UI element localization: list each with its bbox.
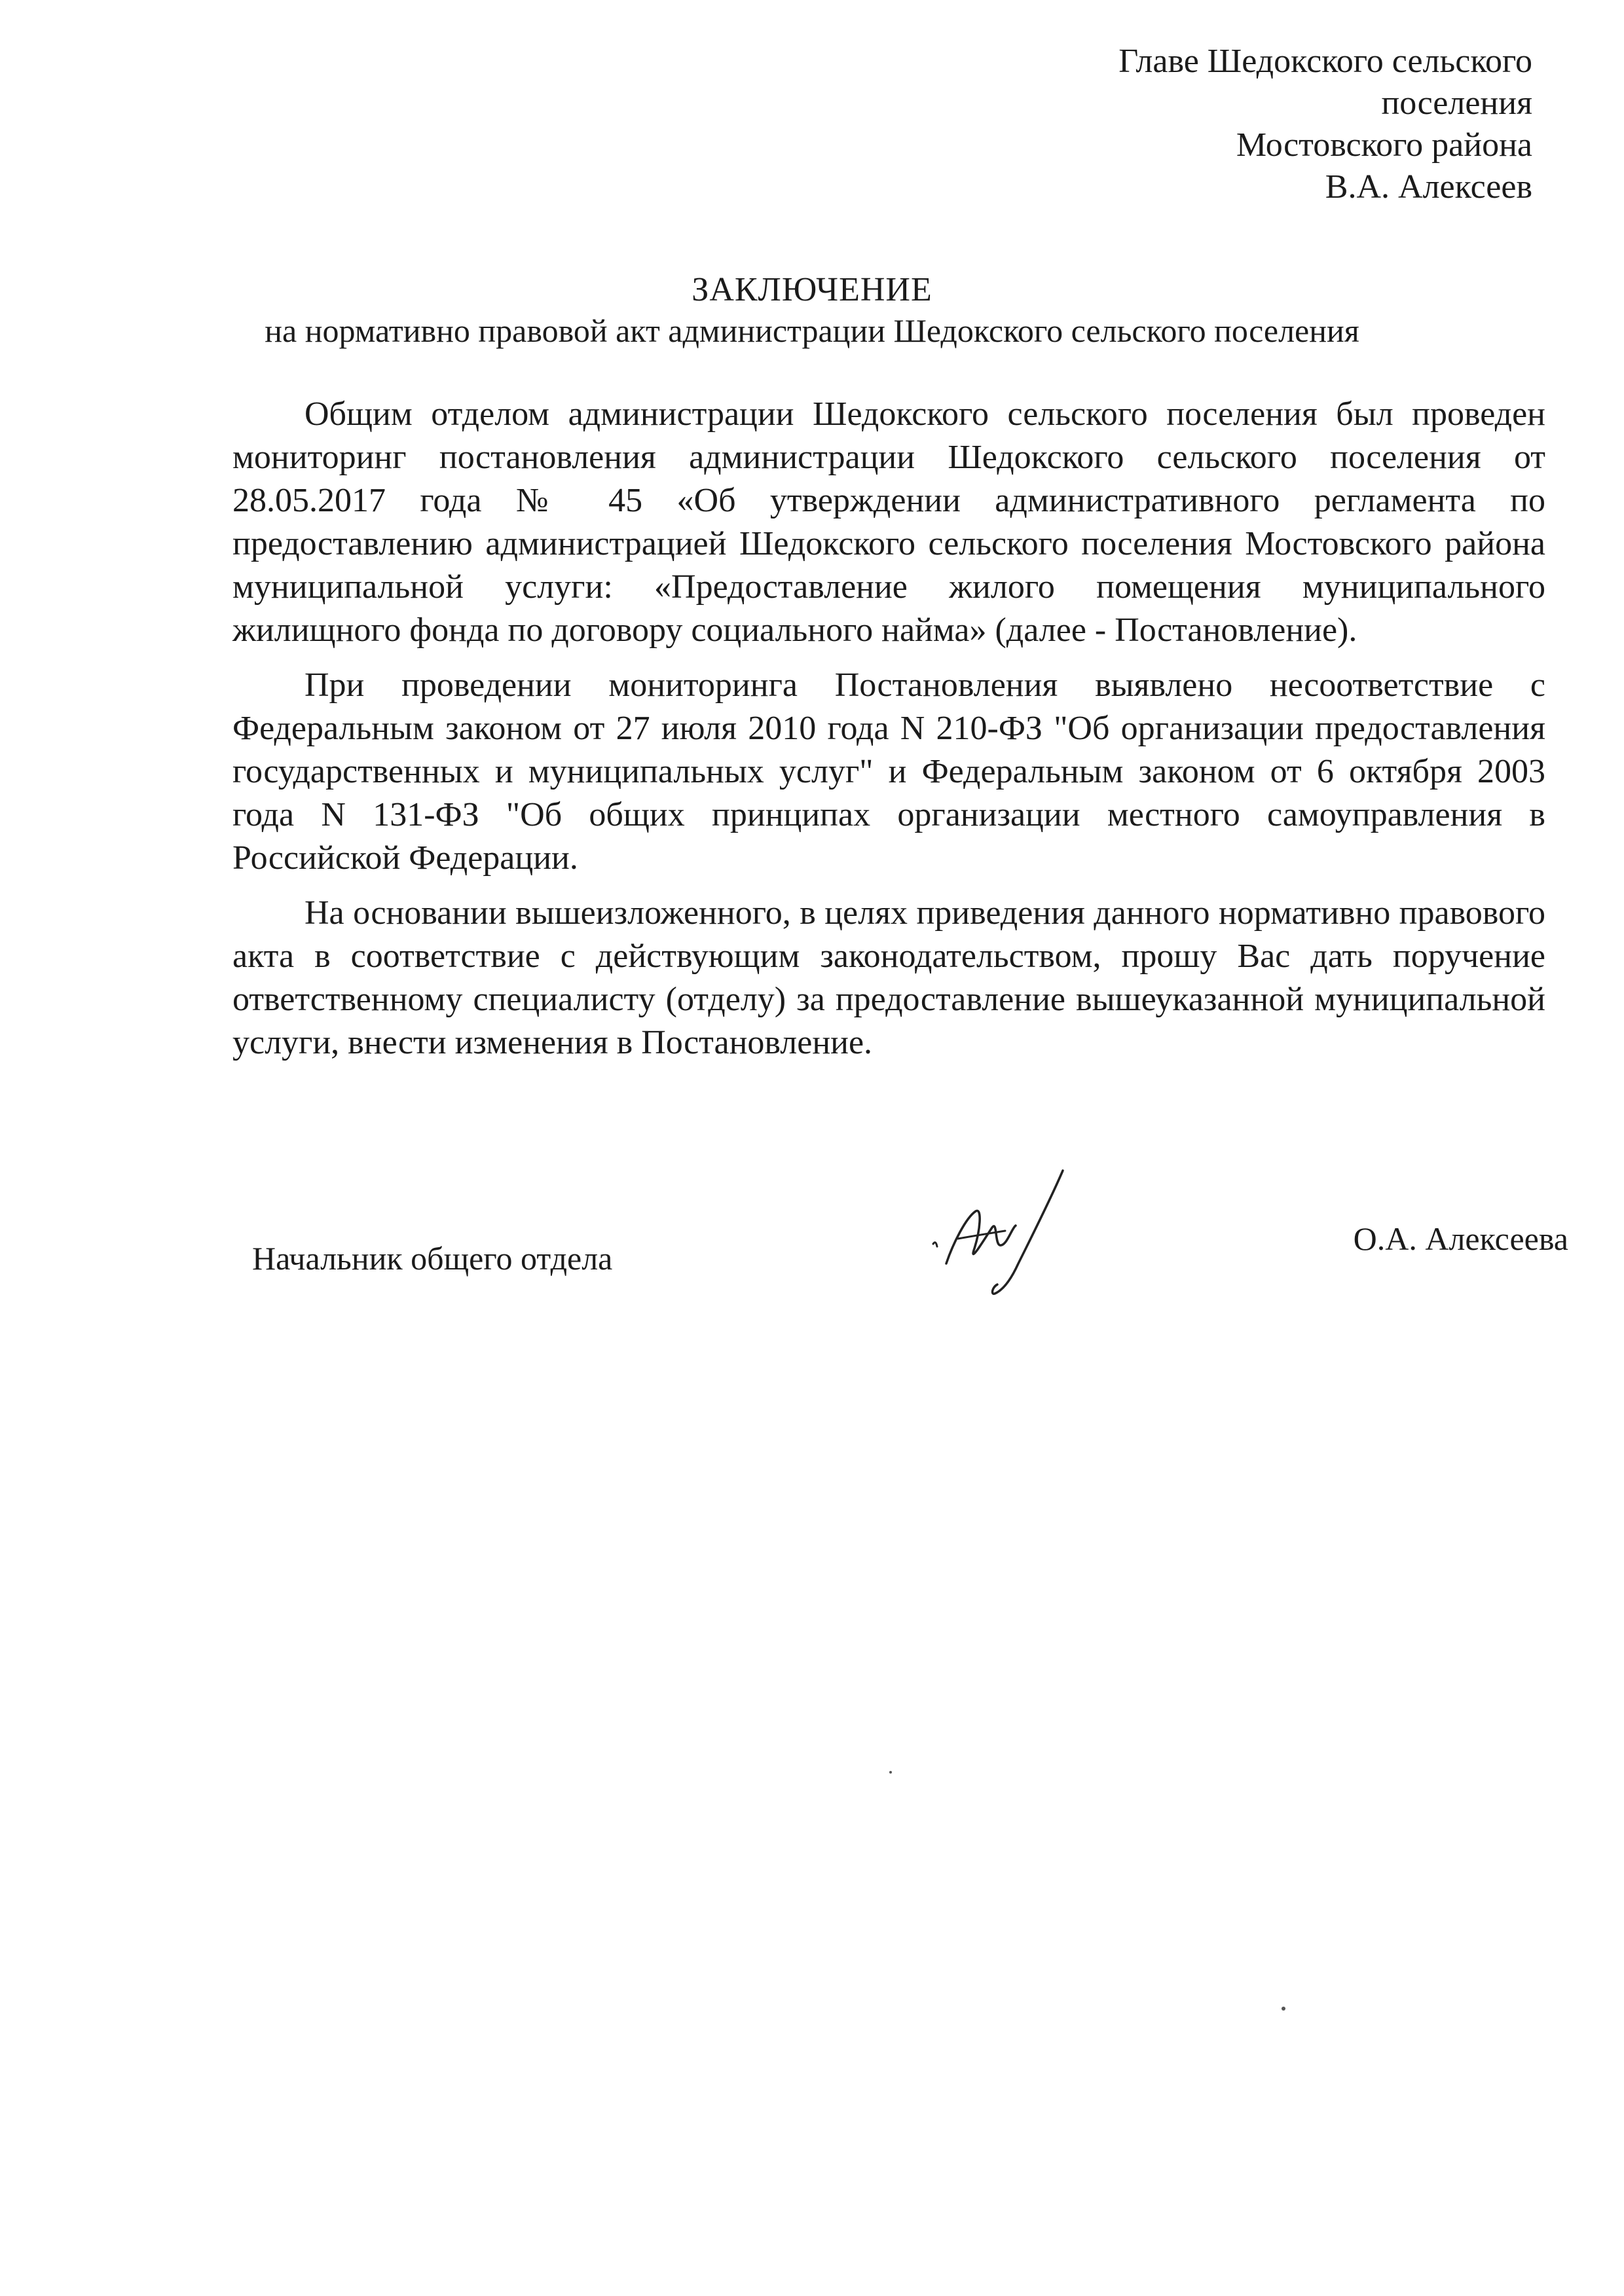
- addressee-line-3: Мостовского района: [1236, 126, 1532, 164]
- handwritten-signature: [927, 1165, 1077, 1303]
- addressee-line-2: поселения: [1381, 84, 1532, 122]
- scan-speck: [889, 1771, 892, 1774]
- addressee-block: [877, 41, 1532, 208]
- addressee-line-4: В.А. Алексеев: [1325, 168, 1532, 206]
- document-subtitle: на нормативно правовой акт администрации Шедокского сельского поселения: [265, 312, 1359, 349]
- body-paragraph-1: Общим отделом администрации Шедокского сельского поселения был проведен мониторинг постановления администрации Шедокского сельского поселения от 28.05.2017 года № 45 «Об утверждении административного регламента по предоставлению администрацией Шедокского сельского поселения Мостовского района муниципальной услуги: «Предоставление жилого помещения муниципального жилищного фонда по договору социального найма» (далее - Постановление).: [232, 395, 1545, 649]
- document-body: [232, 393, 1545, 1076]
- body-paragraph-2: При проведении мониторинга Постановления выявлено несоответствие с Федеральным законом от 27 июля 2010 года N 210-ФЗ "Об организации предоставления государственных и муниципальных услуг" и Федеральным законом от 6 октября 2003 года N 131-ФЗ "Об общих принципах организации местного самоуправления в Российской Федерации.: [232, 666, 1545, 877]
- scan-speck: [1282, 2007, 1285, 2011]
- addressee-line-1: Главе Шедокского сельского: [1118, 43, 1532, 80]
- body-paragraph-3: На основании вышеизложенного, в целях приведения данного нормативно правового акта в соответствие с действующим законодательством, прошу Вас дать поручение ответственному специалисту (отделу) за предоставление вышеуказанной муниципальной услуги, внести изменения в Постановление.: [232, 894, 1545, 1061]
- signature-block: [252, 1220, 1568, 1329]
- signer-name: О.А. Алексеева: [1353, 1220, 1568, 1257]
- document-title: ЗАКЛЮЧЕНИЕ: [692, 271, 932, 308]
- signer-position: Начальник общего отдела: [252, 1240, 613, 1277]
